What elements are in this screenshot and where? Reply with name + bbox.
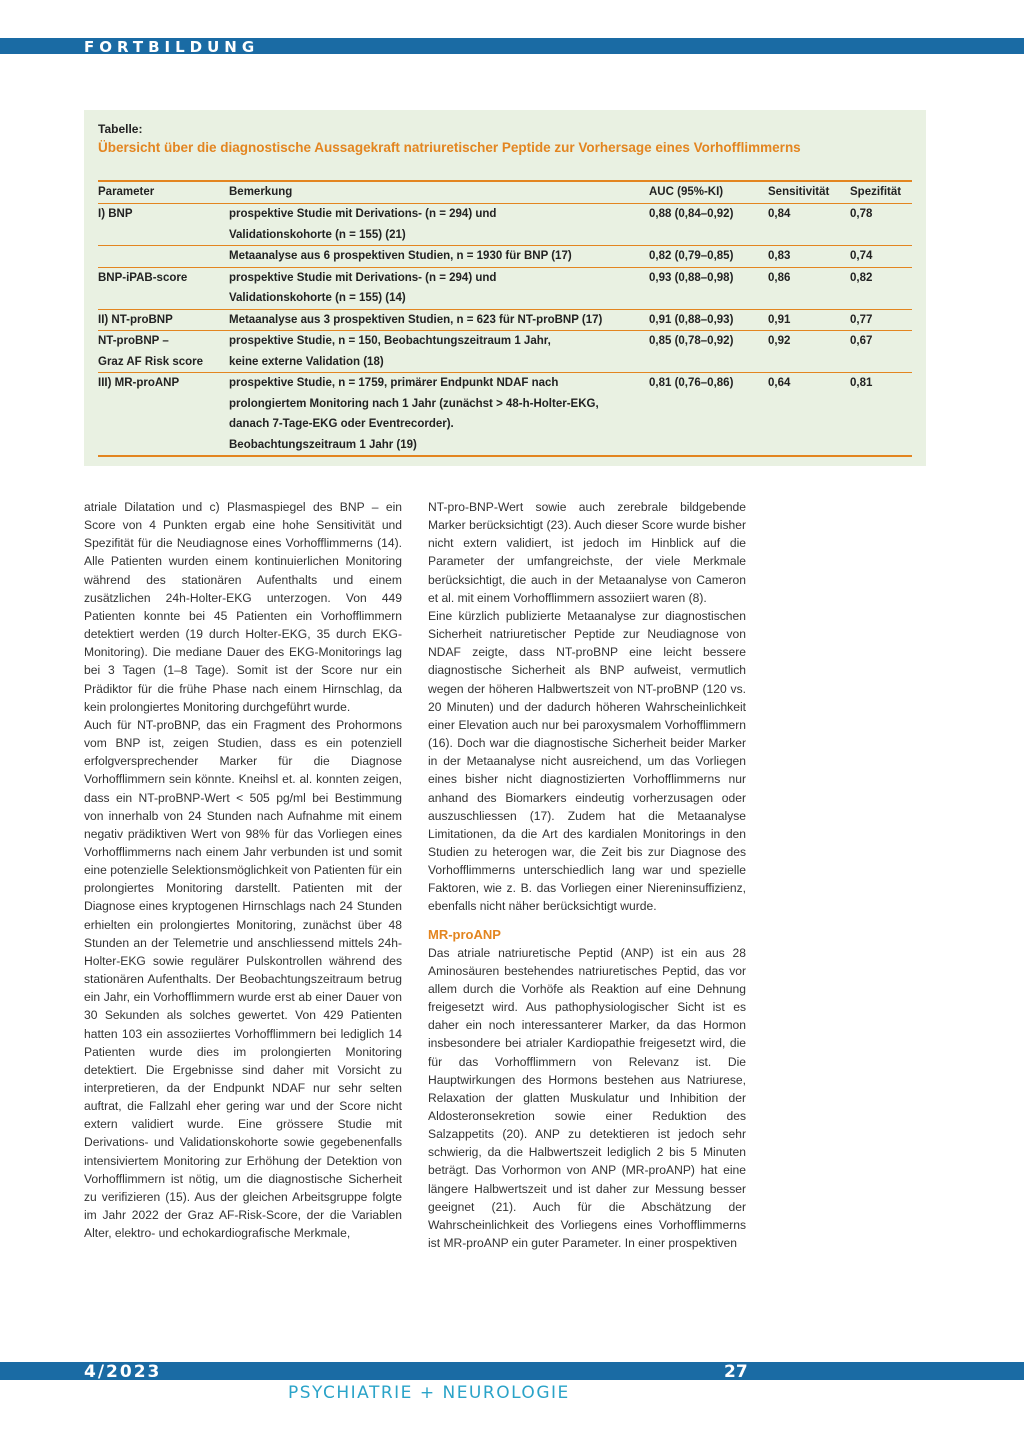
body-paragraph: atriale Dilatation und c) Plasmaspiegel des BNP – ein Score von 4 Punkten ergab eine hohe Sensitivität und Spezifität für die Neudiagnose eines Vorhofflimmerns (14). Alle Patienten wurden einem kontinuierlichen Monitoring während des stationären Aufenthalts und einem zusätzlichen 24h-Holter-EKG unterzogen. Von 449 Patienten konnte bei 45 Patienten ein Vorhofflimmern detektiert werden (19 durch Holter-EKG, 35 durch EKG-Monitoring). Die mediane Dauer des EKG-Monitorings lag bei 3 Tagen (1–8 Tage). Somit ist der Score nur ein Prädiktor für die frühe Phase nach einem Hirnschlag, da kein prolongiertes Monitoring durchgeführt wurde. <box>84 500 402 714</box>
cell-auc: 0,82 (0,79–0,85) <box>649 250 734 262</box>
cell-line: III) MR-proANP <box>98 377 180 389</box>
body-paragraph: Eine kürzlich publizierte Metaanalyse zur diagnostischen Sicherheit natriuretischer Peptide zur Neudiagnose von NDAF zeigte, dass NT-proBNP eine leicht bessere diagnostische Sicherheit als BNP aufweist, vermutlich wegen der höheren Halbwertszeit von NT-proBNP (120 vs. 20 Minuten) und der dadurch höheren Wahrscheinlichkeit einer Elevation auch nur bei paroxysmalem Vorhofflimmern (16). Doch war die diagnostische Sicherheit beider Marker in der Metaanalyse nicht ausreichend, um das Vorliegen eines bisher nicht diagnostizierten Vorhofflimmerns nur anhand des Biomarkers eindeutig vorherzusagen oder auszuschliessen (17). Zudem hat die Metaanalyse Limitationen, da die Art des kardialen Monitorings in den Studien zu heterogen war, die Zeit bis zur Diagnose des Vorhofflimmerns unterschiedlich lang war und spezielle Faktoren, wie z. B. das Vorliegen einer Niereninsuffizienz, ebenfalls nicht näher berücksichtigt wurde. <box>428 608 746 914</box>
cell-parameter <box>98 268 226 289</box>
table-row <box>98 267 912 309</box>
cell-auc: 0,88 (0,84–0,92) <box>649 208 734 220</box>
cell-line: prolongiertem Monitoring nach 1 Jahr (zunächst > 48-h-Holter-EKG, <box>229 397 599 410</box>
journal-name: PSYCHIATRIE + NEUROLOGIE <box>288 1383 570 1403</box>
cell-line: danach 7-Tage-EKG oder Eventrecorder). <box>229 418 454 430</box>
table-header-row <box>98 180 912 203</box>
body-paragraph: NT-pro-BNP-Wert sowie auch zerebrale bildgebende Marker berücksichtigt (23). Auch dieser Score wurde bisher nicht extern validiert, ist jedoch im Hinblick auf die Parameter der umfangreichste, der viele Merkmale berücksichtigt, die auch in der Metaanalyse von Cameron et al. mit einem Vorhofflimmern assoziiert waren (8). <box>428 500 746 605</box>
cell-remark <box>229 246 649 267</box>
cell-specificity: 0,82 <box>850 271 873 284</box>
cell-remark <box>229 331 649 372</box>
cell-auc: 0,91 (0,88–0,93) <box>649 313 734 326</box>
cell-line: Metaanalyse aus 3 prospektiven Studien, n = 623 für NT-proBNP (17) <box>229 313 603 326</box>
col-header-parameter: Parameter <box>98 186 155 198</box>
body-paragraph: Das atriale natriuretische Peptid (ANP) ist ein aus 28 Aminosäuren bestehendes natriuretisches Peptid, das vor allem durch die Vorhöfe als Reaktion auf eine Dehnung freigesetzt wird. Aus pathophysiologischer Sicht ist es daher ein noch interessanterer Marker, da das Hormon insbesondere bei atrialer Kardiopathie freigesetzt wird, die für das Vorhofflimmern von Relevanz ist. Die Hauptwirkungen des Hormons bestehen aus Natriurese, Relaxation der glatten Muskulatur und Inhibition der Aldosteronsekretion sowie einer Reduktion des Salzappetits (20). ANP zu detektieren ist jedoch sehr schwierig, da die Halbwertszeit lediglich 2 bis 5 Minuten beträgt. Das Vorhormon von ANP (MR-proANP) hat eine längere Halbwertszeit und ist daher zur Messung besser geeignet (21). Auch für die Abschätzung der Wahrscheinlichkeit des Vorliegens eines Vorhofflimmerns ist MR-proANP ein guter Parameter. In einer prospektiven <box>428 945 746 1251</box>
cell-specificity: 0,77 <box>850 313 873 326</box>
cell-remark <box>229 268 649 309</box>
cell-line: prospektive Studie, n = 150, Beobachtungszeitraum 1 Jahr, <box>229 335 551 347</box>
table-row <box>98 203 912 245</box>
cell-line: NT-proBNP – <box>98 335 169 347</box>
cell-line: keine externe Validation (18) <box>229 355 384 368</box>
cell-specificity: 0,67 <box>850 335 873 347</box>
table-row <box>98 372 912 457</box>
cell-line: Metaanalyse aus 6 prospektiven Studien, n = 1930 für BNP (17) <box>229 250 572 262</box>
cell-parameter <box>98 204 226 225</box>
col-header-remark: Bemerkung <box>229 186 293 198</box>
cell-line: Validationskohorte (n = 155) (14) <box>229 292 406 304</box>
cell-sensitivity: 0,83 <box>768 250 791 262</box>
cell-specificity: 0,81 <box>850 377 873 389</box>
cell-line: Beobachtungszeitraum 1 Jahr (19) <box>229 438 417 451</box>
cell-sensitivity: 0,84 <box>768 208 791 220</box>
cell-parameter <box>98 310 226 331</box>
cell-parameter <box>98 331 226 372</box>
text-column-right <box>428 498 746 1252</box>
cell-remark <box>229 204 649 245</box>
table-row <box>98 309 912 331</box>
cell-auc: 0,93 (0,88–0,98) <box>649 271 734 284</box>
cell-sensitivity: 0,91 <box>768 313 791 326</box>
cell-parameter <box>98 373 226 394</box>
section-label: FORTBILDUNG <box>84 38 260 56</box>
col-header-sensitivity: Sensitivität <box>768 186 830 198</box>
cell-sensitivity: 0,86 <box>768 271 791 284</box>
cell-line: Graz AF Risk score <box>98 355 204 368</box>
cell-line: II) NT-proBNP <box>98 313 173 326</box>
table-label: Tabelle: <box>98 122 143 136</box>
cell-line: prospektive Studie, n = 1759, primärer Endpunkt NDAF nach <box>229 377 559 389</box>
cell-remark <box>229 310 649 331</box>
cell-auc: 0,85 (0,78–0,92) <box>649 335 734 347</box>
body-paragraph: Auch für NT-proBNP, das ein Fragment des Prohormons vom BNP ist, zeigen Studien, dass es ein potenziell erfolgversprechender Marker für die Diagnose Vorhofflimmern sein könnte. Kneihsl et. al. konnten zeigen, dass ein NT-proBNP-Wert < 505 pg/ml bei Bestimmung von innerhalb von 24 Stunden nach Aufnahme mit einem negativ prädiktiven Wert von 98% für das Vorliegen eines Vorhofflimmerns nach einem Jahr verbunden ist und somit eine potenzielle Selektionsmöglichkeit von Patienten für ein prolongiertes Monitoring darstellt. Patienten mit der Diagnose eines kryptogenen Hirnschlags nach 24 Stunden erhielten ein prolongiertes Monitoring, zunächst über 48 Stunden an der Telemetrie und anschliessend mittels 24h-Holter-EKG sowie regulärer Pulskontrollen während des stationären Aufenthalts. Der Beobachtungszeitraum betrug ein Jahr, ein Vorhofflimmern wurde erst ab einer Dauer von 30 Sekunden als solches gewertet. Von 429 Patienten hatten 103 ein assoziiertes Vorhofflimmern bei lediglich 14 Patienten wurde dies im prolongierten Monitoring detektiert. Die Ergebnisse sind daher mit Vorsicht zu interpretieren, da der Endpunkt NDAF nur sehr selten auftrat, die Fallzahl eher gering war und der Score nicht extern validiert wurde. Eine grössere Studie mit Derivations- und Validationskohorte sowie gegebenenfalls intensiviertem Monitoring zur Erhöhung der Detektion von Vorhofflimmern ist nötig, um die diagnostische Sicherheit zu verifizieren (15). Aus der gleichen Arbeitsgruppe folgte im Jahr 2022 der Graz AF-Risk-Score, der die Variablen Alter, elektro- und echokardiografische Merkmale, <box>84 717 402 1241</box>
cell-auc: 0,81 (0,76–0,86) <box>649 377 734 389</box>
page-number: 27 <box>724 1362 748 1382</box>
cell-specificity: 0,78 <box>850 208 873 220</box>
cell-line: prospektive Studie mit Derivations- (n = 294) und <box>229 271 497 284</box>
col-header-auc: AUC (95%-KI) <box>649 186 724 198</box>
table-box <box>84 110 926 466</box>
table-row <box>98 330 912 372</box>
issue-number: 4/2023 <box>84 1362 162 1382</box>
text-column-left <box>84 498 402 1242</box>
cell-line: I) BNP <box>98 208 133 220</box>
table-title: Übersicht über die diagnostische Aussagekraft natriuretischer Peptide zur Vorhersage eines Vorhofflimmerns <box>98 140 801 155</box>
section-subheading: MR-proANP <box>428 926 501 942</box>
cell-sensitivity: 0,64 <box>768 377 791 389</box>
cell-sensitivity: 0,92 <box>768 335 791 347</box>
data-table <box>98 180 912 457</box>
cell-line: BNP-iPAB-score <box>98 271 188 284</box>
cell-line: prospektive Studie mit Derivations- (n = 294) und <box>229 208 497 220</box>
col-header-specificity: Spezifität <box>850 186 902 198</box>
cell-remark <box>229 373 649 455</box>
cell-line: Validationskohorte (n = 155) (21) <box>229 228 406 241</box>
cell-specificity: 0,74 <box>850 250 873 262</box>
table-row <box>98 245 912 267</box>
